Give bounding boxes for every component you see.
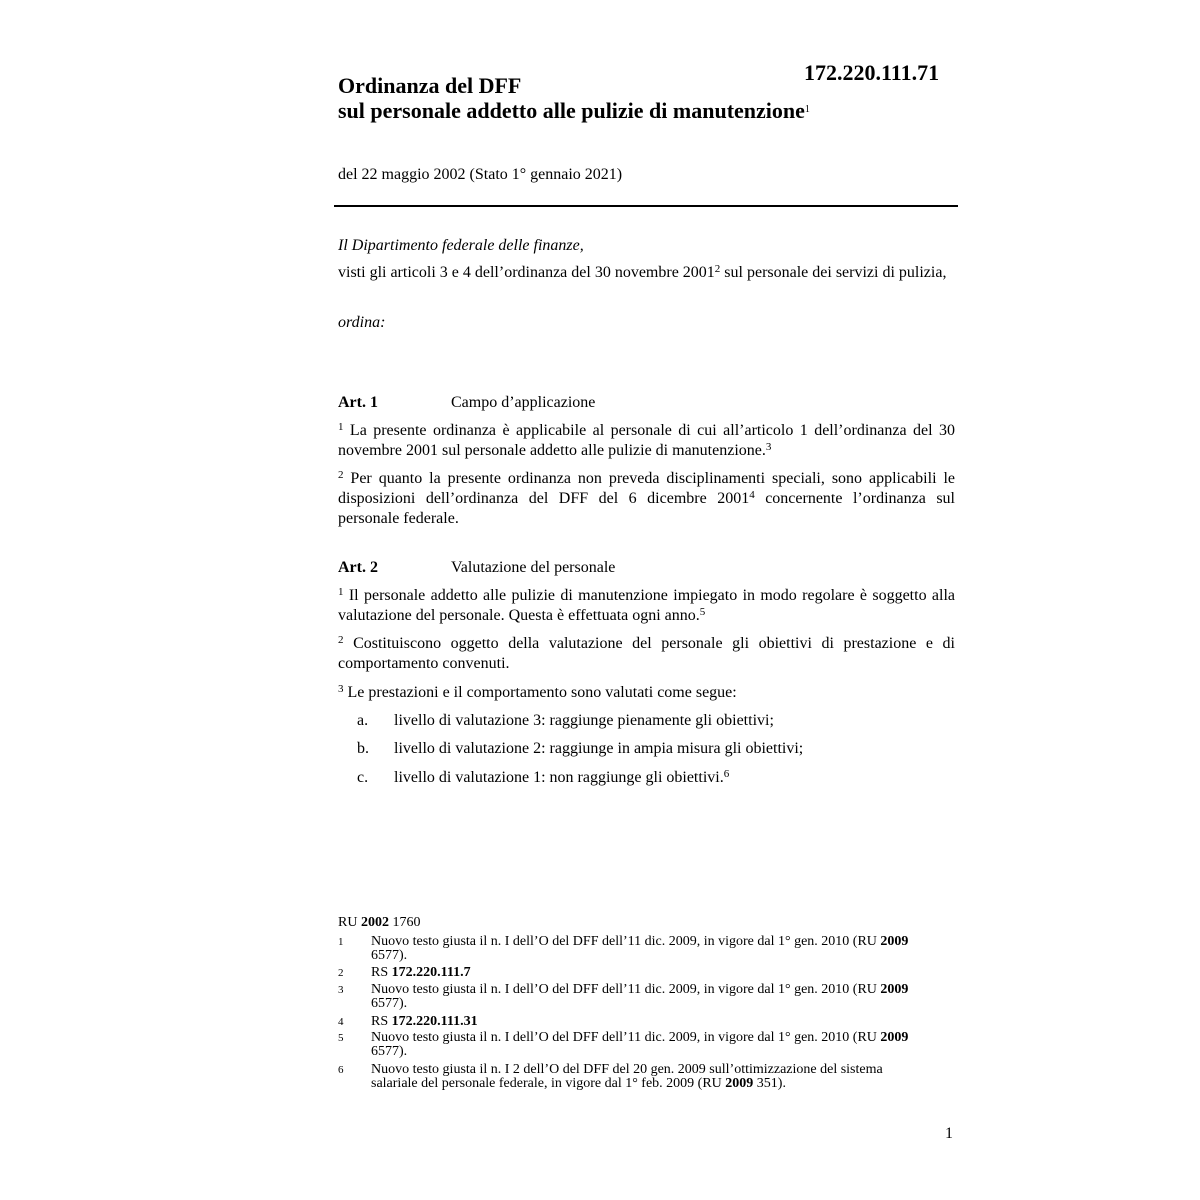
article-1-paragraph-1: $^1$ La presente ordinanza è applicabile al personale di cui all’articolo 1 dell’ordinanza del 30 novembre 2001 sul personale addetto alle pulizie di manutenzione.$^3$	[338, 421, 955, 459]
footnote-4: 4 RS 172.220.111.31	[338, 1014, 478, 1029]
list-item: c. livello di valutazione 1: non raggiunge gli obiettivi.$^6$	[357, 768, 730, 786]
article-2-paragraph-3: $^3$ Le prestazioni e il comportamento sono valutati come segue:	[338, 683, 737, 701]
footnote-ref-3[interactable]: 3	[765, 441, 772, 453]
footnote-6: 6 Nuovo testo giusta il n. I 2 dell’O del DFF del 20 gen. 2009 sull’ottimizzazione del sistema salariale del personale federale, in vigore dal 1° feb. 2009 (RU 2009 351).	[338, 1062, 883, 1091]
official-compilation-ref: RU 2002 1760	[338, 915, 421, 930]
footnote-ref-4[interactable]: 4	[749, 489, 755, 501]
footnote-2: 2 RS 172.220.111.7	[338, 965, 471, 980]
article-1-paragraph-2: $^2$ Per quanto la presente ordinanza non preveda disciplinamenti speciali, sono applicabili le disposizioni dell’ordinanza del DFF del 6 dicembre 2001$^4$ concernente l’ordinanza sul personale federale.	[338, 469, 956, 527]
title-line-1: Ordinanza del DFF	[338, 73, 522, 98]
footnote-ref-2[interactable]: 2	[714, 263, 721, 275]
list-item: b. livello di valutazione 2: raggiunge in ampia misura gli obiettivi;	[357, 740, 804, 757]
header-divider	[334, 205, 958, 207]
footnote-ref-6[interactable]: 6	[723, 768, 730, 780]
article-2-paragraph-2: $^2$ Costituiscono oggetto della valutazione del personale gli obiettivi di prestazione e di comportamento convenuti.	[338, 634, 955, 672]
footnote-ref-1[interactable]: 1	[804, 104, 810, 115]
article-title: Valutazione del personale	[451, 559, 616, 576]
preamble-authority: Il Dipartimento federale delle finanze,	[338, 237, 584, 254]
article-1-heading	[338, 394, 595, 412]
article-2-heading	[338, 559, 615, 577]
footnote-1: 1 Nuovo testo giusta il n. I dell’O del DFF dell’11 dic. 2009, in vigore dal 1° gen. 2010 (RU 2009 6577).	[338, 934, 909, 963]
preamble-basis: visti gli articoli 3 e 4 dell’ordinanza del 30 novembre 2001$^2$ sul personale dei servizi di pulizia,	[338, 263, 947, 281]
preamble-enacts: ordina:	[338, 314, 386, 331]
footnote-3: 3 Nuovo testo giusta il n. I dell’O del DFF dell’11 dic. 2009, in vigore dal 1° gen. 2010 (RU 2009 6577).	[338, 982, 909, 1011]
sr-number: 172.220.111.71	[804, 60, 940, 85]
footnote-ref-5[interactable]: 5	[699, 606, 706, 618]
document-date: del 22 maggio 2002 (Stato 1° gennaio 2021)	[338, 166, 623, 183]
list-item: a. livello di valutazione 3: raggiunge pienamente gli obiettivi;	[357, 712, 774, 729]
document-title	[338, 74, 938, 123]
page-number: 1	[945, 1125, 953, 1142]
article-number: Art. 2	[338, 559, 378, 576]
title-line-2: sul personale addetto alle pulizie di manutenzione$^1$	[338, 98, 810, 123]
footnote-5: 5 Nuovo testo giusta il n. I dell’O del DFF dell’11 dic. 2009, in vigore dal 1° gen. 2010 (RU 2009 6577).	[338, 1030, 909, 1059]
article-number: Art. 1	[338, 394, 378, 411]
article-title: Campo d’applicazione	[451, 394, 596, 411]
article-2-paragraph-1: $^1$ Il personale addetto alle pulizie di manutenzione impiegato in modo regolare è soggetto alla valutazione del personale. Questa è effettuata ogni anno.$^5$	[338, 586, 955, 624]
